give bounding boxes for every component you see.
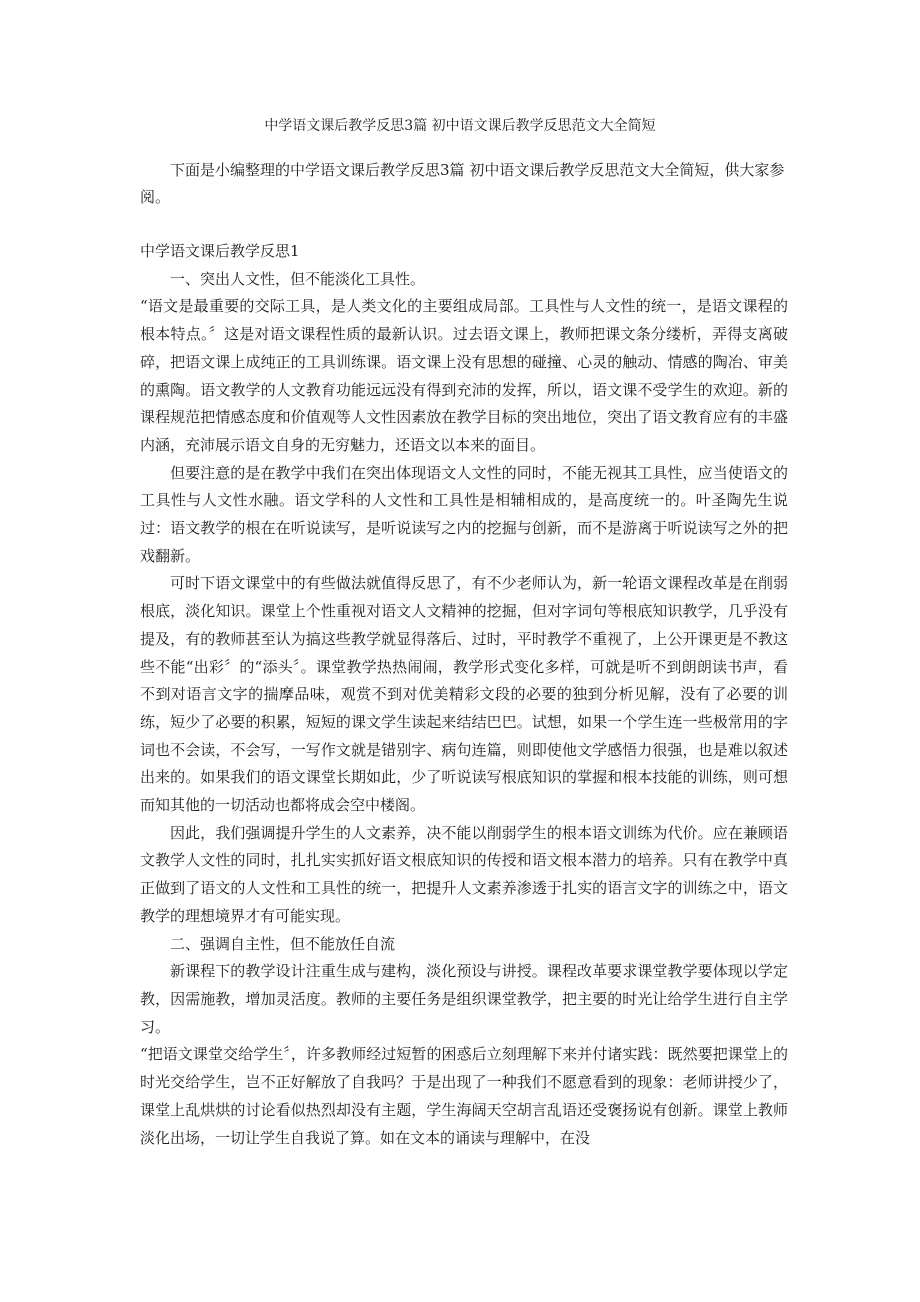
heading-humanistic: 一、突出人文性，但不能淡化工具性。 bbox=[170, 269, 426, 288]
body-paragraph-2: 但要注意的是在教学中我们在突出体现语文人文性的同时，不能无视其工具性，应当使语文的工具性与人文性水融。语文学科的人文性和工具性是相辅相成的，是高度统一的。叶圣陶先生说过：语文教学的根在在听说读写，是听说读写之内的挖掘与创新，而不是游离于听说读写之外的把戏翻新。 bbox=[140, 463, 788, 565]
body-paragraph-6: “把语文课堂交给学生〞，许多教师经过短暂的困惑后立刻理解下来并付诸实践：既然要把课堂上的时光交给学生，岂不正好解放了自我吗？于是出现了一种我们不愿意看到的现象：老师讲授少了，课堂上乱烘烘的讨论看似热烈却没有主题，学生海阔天空胡言乱语还受褒扬说有创新。课堂上教师淡化出场，一切让学生自我说了算。如在文本的诵读与理解中，在没 bbox=[140, 1045, 788, 1147]
document-body bbox=[140, 238, 788, 1152]
section-title: 中学语文课后教学反思1 bbox=[140, 242, 300, 260]
body-paragraph-3: 可时下语文课堂中的有些做法就值得反思了，有不少老师认为，新一轮语文课程改革是在削弱根底，淡化知识。课堂上个性重视对语文人文精神的挖掘，但对字词句等根底知识教学，几乎没有提及，有的教师甚至认为搞这些教学就显得落后、过时，平时教学不重视了，上公开课更是不教这些不能“出彩〞的“添头〞。课堂教学热热闹闹，教学形式变化多样，可就是听不到朗朗读书声，看不到对语言文字的揣摩品味，观赏不到对优美精彩文段的必要的独到分析见解，没有了必要的训练，短少了必要的积累，短短的课文学生读起来结结巴巴。试想，如果一个学生连一些极常用的字词也不会读，不会写，一写作文就是错别字、病句连篇，则即使他文学感悟力很强，也是难以叙述出来的。如果我们的语文课堂长期如此，少了听说读写根底知识的掌握和根本技能的训练，则可想而知其他的一切活动也都将成会空中楼阁。 bbox=[140, 574, 788, 815]
body-paragraph-4: 因此，我们强调提升学生的人文素养，决不能以削弱学生的根本语文训练为代价。应在兼顾语文教学人文性的同时，扎扎实实抓好语文根底知识的传授和语文根本潜力的培养。只有在教学中真正做到了语文的人文性和工具性的统一，把提升人文素养渗透于扎实的语言文字的训练之中，语文教学的理想境界才有可能实现。 bbox=[140, 823, 788, 925]
intro-paragraph: 下面是小编整理的中学语文课后教学反思3篇 初中语文课后教学反思范文大全简短，供大家参阅。 bbox=[140, 161, 785, 206]
document-title: 中学语文课后教学反思3篇 初中语文课后教学反思范文大全简短 bbox=[264, 118, 656, 134]
body-paragraph-1: “语文是最重要的交际工具，是人类文化的主要组成局部。工具性与人文性的统一，是语文课程的根本特点。〞这是对语文课程性质的最新认识。过去语文课上，教师把课文条分缕析，弄得支离破碎，把语文课上成纯正的工具训练课。语文课上没有思想的碰撞、心灵的触动、情感的陶冶、审美的熏陶。语文教学的人文教育功能远远没有得到充沛的发挥，所以，语文课不受学生的欢迎。新的课程规范把情感态度和价值观等人文性因素放在教学目标的突出地位，突出了语文教育应有的丰盛内涵，充沛展示语文自身的无穷魅力，还语文以本来的面目。 bbox=[140, 297, 788, 454]
heading-autonomy: 二、强调自主性，但不能放任自流 bbox=[170, 934, 396, 953]
body-paragraph-5: 新课程下的教学设计注重生成与建构，淡化预设与讲授。课程改革要求课堂教学要体现以学定教，因需施教，增加灵活度。教师的主要任务是组织课堂教学，把主要的时光让给学生进行自主学习。 bbox=[140, 962, 788, 1036]
